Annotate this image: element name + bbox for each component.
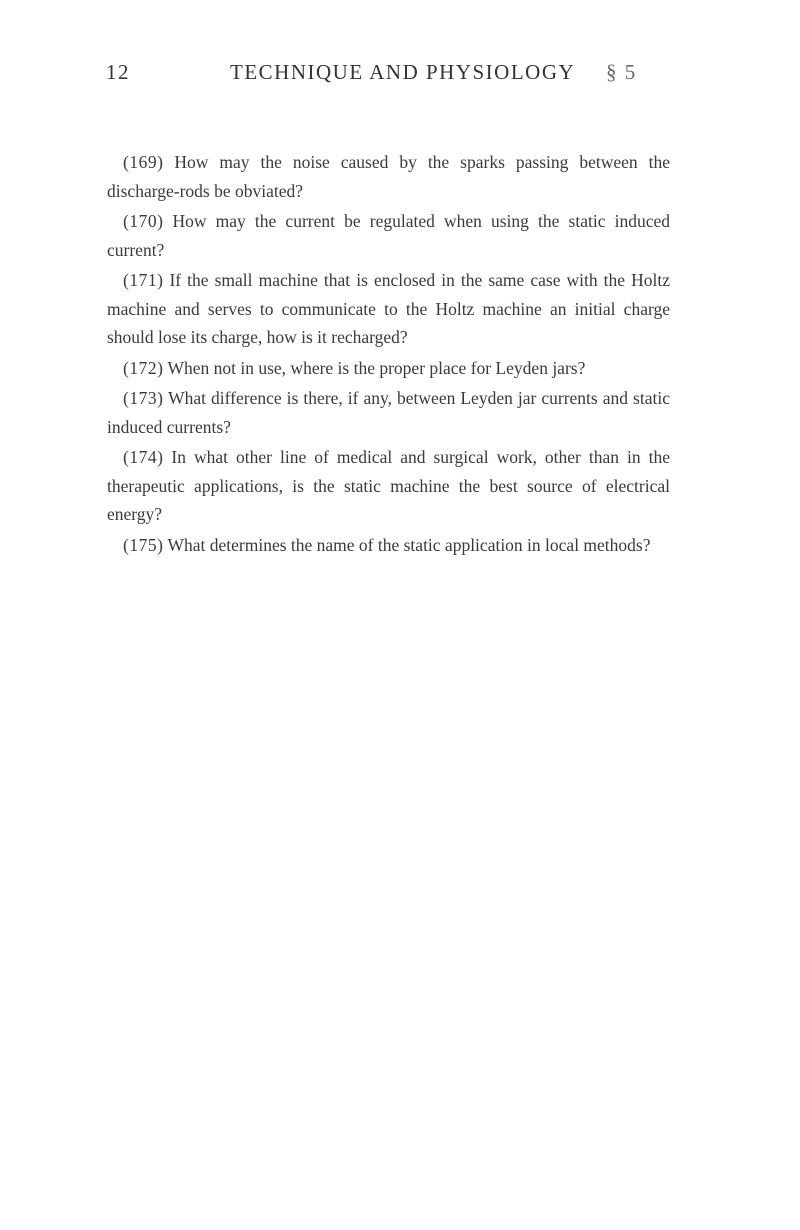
question-number: (169) xyxy=(123,152,164,172)
question-number: (171) xyxy=(123,270,164,290)
question-list xyxy=(107,148,670,561)
question-text: How may the current be regulated when using the static induced current? xyxy=(107,211,670,260)
question-item xyxy=(107,148,670,205)
question-text: If the small machine that is enclosed in the same case with the Holtz machine and serves to communicate to the Holtz machine an initial charge should lose its charge, how is it recharged? xyxy=(107,270,671,347)
question-number: (175) xyxy=(123,534,164,555)
question-number: (174) xyxy=(123,447,164,467)
question-text: What difference is there, if any, between Leyden jar currents and static induced currents? xyxy=(107,388,670,437)
question-item xyxy=(107,354,670,383)
running-head xyxy=(106,60,666,100)
running-head-title: TECHNIQUE AND PHYSIOLOGY xyxy=(230,60,576,84)
section-mark: § 5 xyxy=(606,60,637,84)
question-number: (173) xyxy=(123,388,164,408)
question-item xyxy=(107,531,670,560)
question-text: What determines the name of the static application in local methods? xyxy=(167,534,651,555)
question-item xyxy=(107,207,670,264)
question-item xyxy=(107,384,670,441)
question-item xyxy=(107,443,670,529)
question-item xyxy=(107,266,670,352)
question-text: In what other line of medical and surgical work, other than in the therapeutic applications, is the static machine the best source of electrical energy? xyxy=(107,447,671,524)
page-number: 12 xyxy=(106,60,130,84)
question-text: When not in use, where is the proper place for Leyden jars? xyxy=(167,357,586,378)
question-number: (172) xyxy=(123,357,164,378)
question-text: How may the noise caused by the sparks passing between the discharge-rods be obviated? xyxy=(107,152,670,201)
question-number: (170) xyxy=(123,211,164,231)
